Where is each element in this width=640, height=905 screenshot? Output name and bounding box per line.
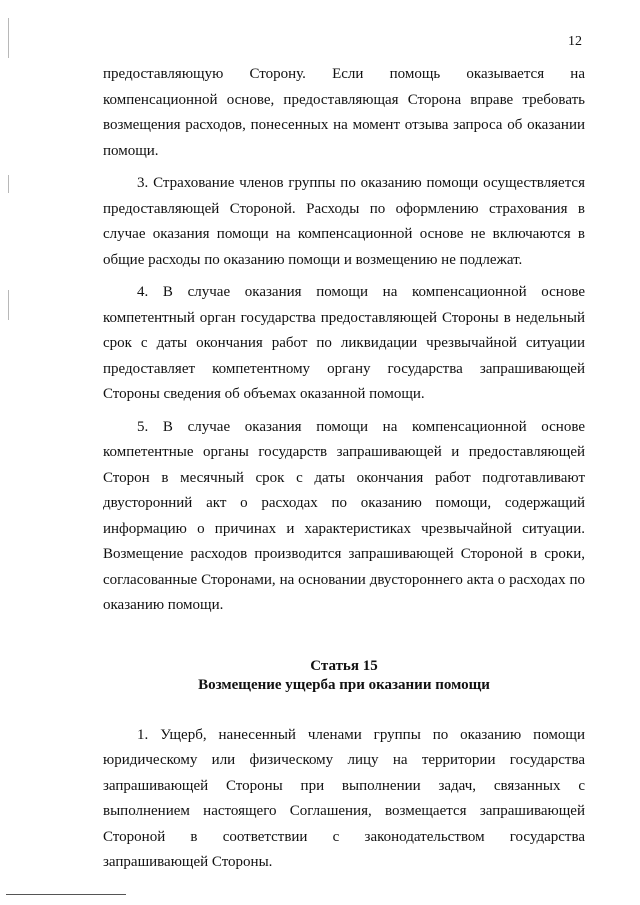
paragraph-item-3: 3. Страхование членов группы по оказанию помощи осуществляется предоставляющей Стороной. Расходы по оформлению страхования в случае оказания помощи на компенсационной основе не включаются в общие расходы по оказанию помощи и возмещению не подлежат. [103, 175, 585, 268]
article-title: Возмещение ущерба при оказании помощи [198, 676, 490, 693]
paragraph-item-4: 4. В случае оказания помощи на компенсационной основе компетентный орган государства предоставляющей Стороны в недельный срок с даты окончания работ по ликвидации чрезвычайной ситуации предоставляет компетентному органу государства запрашивающей Стороны сведения об объемах оказанной помощи. [103, 284, 585, 402]
page-number: 12 [568, 34, 582, 49]
paragraph-continuation: предоставляющую Сторону. Если помощь оказывается на компенсационной основе, предоставляющая Сторона вправе требовать возмещения расходов, понесенных на момент отзыва запроса об оказании помощи. [103, 66, 585, 159]
paragraph-item-5: 5. В случае оказания помощи на компенсационной основе компетентные органы государств запрашивающей и предоставляющей Сторон в месячный срок с даты окончания работ подготавливают двусторонний акт о расходах по оказанию помощи, содержащий информацию о причинах и характеристиках чрезвычайной ситуации. Возмещение расходов производится запрашивающей Стороной в сроки, согласованные Сторонами, на основании двустороннего акта о расходах по оказанию помощи. [103, 418, 585, 613]
article-number: Статья 15 [310, 657, 378, 674]
scan-margin-mark [8, 290, 9, 320]
article-heading [103, 657, 585, 695]
footer-rule [6, 894, 126, 895]
document-body [103, 62, 585, 883]
paragraph-article-15-item-1: 1. Ущерб, нанесенный членами группы по оказанию помощи юридическому или физическому лицу на территории государства запрашивающей Стороны при выполнении задач, связанных с выполнением настоящего Соглашения, возмещается запрашивающей Стороной в соответствии с законодательством государства запрашивающей Стороны. [103, 726, 585, 870]
scan-margin-mark [8, 18, 9, 58]
scan-margin-mark [8, 175, 9, 193]
